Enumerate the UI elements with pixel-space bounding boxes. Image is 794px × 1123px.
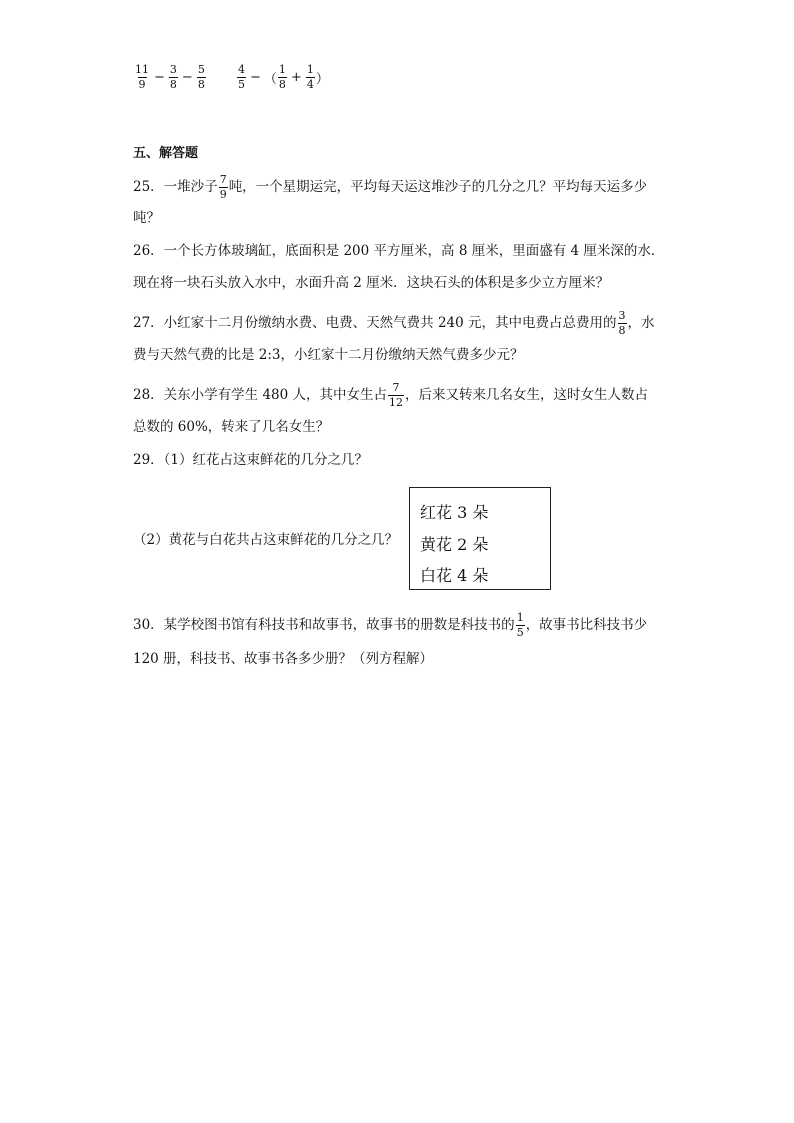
plus-sign: +	[290, 70, 302, 85]
fraction	[219, 174, 228, 201]
question-text: ，水	[627, 315, 655, 331]
denominator: 5	[238, 78, 245, 91]
fraction	[197, 64, 206, 91]
fraction	[388, 382, 404, 409]
question-25-line-2: 吨？	[133, 210, 160, 226]
numerator: 3	[618, 309, 626, 322]
fraction	[237, 64, 246, 91]
question-28-line-1	[133, 382, 648, 409]
minus-sign: −	[181, 70, 193, 85]
question-27-line-1	[133, 310, 655, 337]
numerator: 1	[306, 63, 314, 76]
fraction	[306, 64, 315, 91]
left-paren: （	[263, 72, 277, 87]
box-row-white: 白花 4 朵	[420, 566, 489, 585]
denominator: 4	[306, 78, 314, 91]
question-29-line-2: （2）黄花与白花共占这束鲜花的几分之几？	[133, 532, 399, 548]
question-26-line-1: 26．一个长方体玻璃缸，底面积是 200 平方厘米，高 8 厘米，里面盛有 4 厘米深的水．	[133, 243, 665, 259]
question-text: 吨，一个星期运完，平均每天运这堆沙子的几分之几？平均每天运多少	[228, 179, 648, 195]
fraction	[134, 64, 150, 91]
denominator: 8	[197, 78, 205, 91]
question-text: 27．小红家十二月份缴纳水费、电费、天然气费共 240 元，其中电费占总费用的	[133, 315, 617, 331]
question-text: ，后来又转来几名女生，这时女生人数占	[405, 387, 649, 403]
question-25-line-1	[133, 174, 647, 201]
minus-sign: −	[250, 70, 261, 85]
denominator: 8	[169, 78, 177, 91]
question-27-line-2: 费与天然气费的比是 2:3，小红家十二月份缴纳天然气费多少元？	[133, 347, 524, 363]
numerator: 7	[219, 173, 227, 186]
numerator: 5	[197, 63, 205, 76]
question-text: 30．某学校图书馆有科技书和故事书，故事书的册数是科技书的	[133, 617, 515, 633]
question-text: 25．一堆沙子	[133, 179, 218, 195]
numerator: 7	[392, 381, 400, 394]
question-28-line-2: 总数的 60%，转来了几名女生？	[133, 419, 330, 435]
question-30-line-1	[133, 612, 647, 639]
fraction	[516, 612, 525, 639]
question-29-line-1: 29．（1）红花占这束鲜花的几分之几？	[133, 452, 369, 468]
denominator: 8	[278, 78, 286, 91]
numerator: 4	[238, 63, 245, 76]
fraction	[618, 310, 627, 337]
question-30-line-2: 120 册，科技书、故事书各多少册？（列方程解）	[133, 651, 434, 667]
expression-1	[133, 64, 207, 91]
section-title: 五、解答题	[133, 146, 199, 161]
question-text: 28．关东小学有学生 480 人，其中女生占	[133, 387, 388, 403]
numerator: 11	[135, 63, 149, 76]
denominator: 9	[219, 188, 227, 201]
right-paren: ）	[315, 72, 329, 87]
expression-2	[236, 64, 329, 91]
denominator: 12	[389, 396, 404, 409]
numerator: 1	[278, 63, 286, 76]
box-row-red: 红花 3 朵	[420, 503, 489, 522]
denominator: 8	[618, 324, 626, 337]
denominator: 5	[516, 626, 524, 639]
numerator: 3	[169, 63, 177, 76]
question-text: ，故事书比科技书少	[525, 617, 648, 633]
denominator: 9	[138, 78, 146, 91]
question-26-line-2: 现在将一块石头放入水中，水面升高 2 厘米．这块石头的体积是多少立方厘米？	[133, 275, 610, 291]
minus-sign: −	[154, 70, 165, 85]
numerator: 1	[516, 611, 524, 624]
fraction	[169, 64, 178, 91]
fraction	[278, 64, 287, 91]
flower-count-box	[409, 487, 551, 590]
box-row-yellow: 黄花 2 朵	[420, 535, 489, 554]
